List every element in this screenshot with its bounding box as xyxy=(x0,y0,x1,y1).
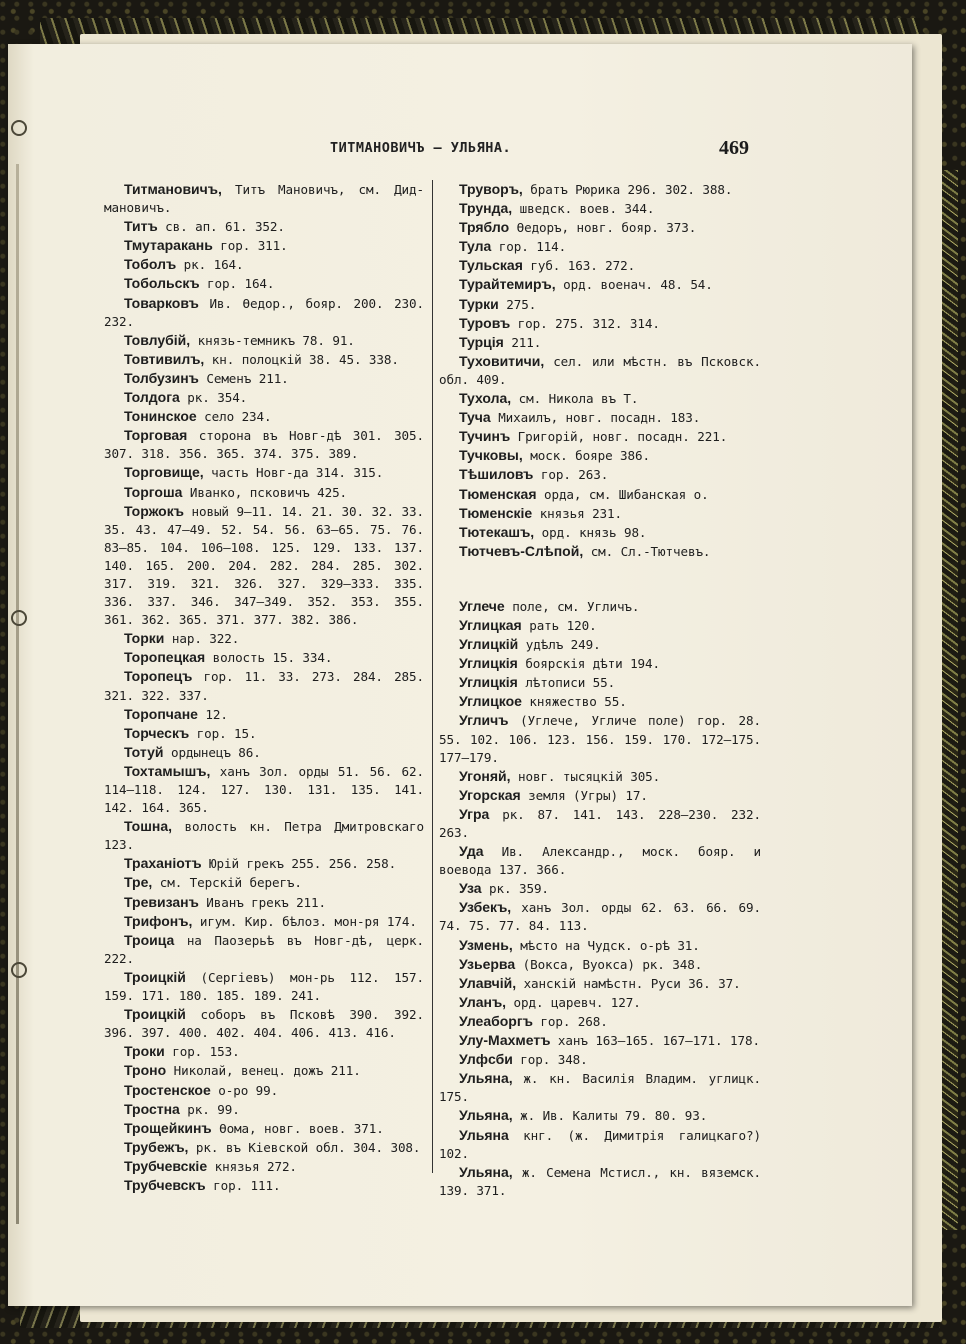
index-entry xyxy=(439,485,761,504)
entry-term: Трубежъ, xyxy=(124,1138,189,1155)
index-entry xyxy=(439,408,761,427)
index-entry xyxy=(439,295,761,314)
index-entry xyxy=(104,931,424,968)
index-entry xyxy=(439,1012,761,1031)
index-entry xyxy=(439,654,761,673)
entry-references: гор. 164. xyxy=(199,276,275,292)
index-entry xyxy=(439,333,761,352)
entry-term: Тѣшиловъ xyxy=(459,466,534,483)
index-entry xyxy=(439,616,761,635)
entry-references: мѣсто на Чудск. о-рѣ 31. xyxy=(512,937,700,953)
index-entry xyxy=(439,465,761,484)
page-number: 469 xyxy=(719,137,749,159)
index-entry xyxy=(104,217,424,236)
entry-references: орда, см. Шибанская о. xyxy=(536,486,709,502)
entry-references: 211. xyxy=(503,334,542,350)
entry-references: кнг. (ж. Димитрія галицкаго?) 102. xyxy=(439,1127,761,1161)
index-entry xyxy=(439,180,761,199)
entry-references: гор. 275. 312. 314. xyxy=(510,315,660,331)
entry-term: Угорская xyxy=(459,786,521,803)
index-entry xyxy=(104,724,424,743)
entry-term: Тоболъ xyxy=(124,256,177,273)
entry-references: (Вокса, Вуокса) рк. 348. xyxy=(515,956,703,972)
index-entry xyxy=(439,993,761,1012)
entry-term: Тучинъ xyxy=(459,428,511,445)
entry-term: Тревизанъ xyxy=(124,893,199,910)
entry-term: Турція xyxy=(459,333,504,350)
entry-references: гор. 153. xyxy=(164,1044,240,1060)
index-entry xyxy=(439,1106,761,1125)
entry-term: Тучковы, xyxy=(459,447,523,464)
entry-term: Торговая xyxy=(124,427,188,444)
entry-term: Ульяна, xyxy=(459,1107,513,1124)
entry-references: рк. 359. xyxy=(481,881,549,897)
entry-term: Торческъ xyxy=(124,724,190,741)
entry-references: гор. 111. xyxy=(205,1177,281,1193)
entry-term: Товарковъ xyxy=(124,294,199,311)
entry-term: Тобольскъ xyxy=(124,275,200,292)
entry-term: Тмутаракань xyxy=(124,237,213,254)
index-entry xyxy=(439,879,761,898)
index-entry xyxy=(104,873,424,892)
index-entry xyxy=(104,1138,424,1157)
entry-term: Ульяна, xyxy=(459,1163,513,1180)
index-entry xyxy=(104,893,424,912)
entry-term: Торопецъ xyxy=(124,668,193,685)
entry-references: на Паозерьѣ въ Новг-дѣ, церк. 222. xyxy=(104,932,424,966)
entry-term: Тростенское xyxy=(124,1081,211,1098)
entry-term: Ульяна xyxy=(459,1126,509,1143)
entry-references: село 234. xyxy=(196,409,272,425)
index-entry xyxy=(104,331,424,350)
index-entry xyxy=(439,1069,761,1106)
index-entry xyxy=(104,294,424,331)
entry-term: Толбузинъ xyxy=(124,369,199,386)
index-entry xyxy=(104,817,424,854)
entry-references: Юрій грекъ 255. 256. 258. xyxy=(201,856,397,872)
entry-references: о-ро 99. xyxy=(210,1082,279,1098)
entry-references: ханъ Зол. орды 51. 56. 62. 114—118. 124. 127. 130. 131. 135. 141. 142. 164. 365. xyxy=(104,763,424,816)
index-entry xyxy=(104,1042,424,1061)
entry-term: Торжокъ xyxy=(124,502,184,519)
entry-term: Угра xyxy=(459,805,490,822)
index-entry xyxy=(439,427,761,446)
entry-references: волость кн. Петра Дмитровскаго 123. xyxy=(104,819,424,853)
entry-references: Семенъ 211. xyxy=(198,370,289,386)
entry-references: ханъ 163—165. 167—171. 178. xyxy=(550,1033,760,1049)
entry-term: Торопчане xyxy=(124,705,198,722)
entry-references: св. ап. 61. 352. xyxy=(157,219,285,235)
entry-term: Трубчевскіе xyxy=(124,1157,208,1174)
entry-references: (Сергіевъ) мон-рь 112. 157. 159. 171. 180. 185. 189. 241. xyxy=(104,969,424,1004)
index-entry xyxy=(439,199,761,218)
index-entry xyxy=(439,504,761,523)
entry-references: сторона въ Новг-дѣ 301. 305. 307. 318. 356. 365. 374. 375. 389. xyxy=(104,428,424,462)
index-entry xyxy=(439,711,761,766)
entry-references: моск. бояре 386. xyxy=(522,448,650,464)
entry-references: Өедоръ, новг. бояр. 373. xyxy=(509,220,697,236)
index-entry xyxy=(439,1050,761,1069)
index-entry xyxy=(104,854,424,873)
entry-term: Улавчій, xyxy=(459,974,517,991)
entry-references: братъ Рюрика 296. 302. 388. xyxy=(522,182,733,197)
entry-term: Торки xyxy=(124,630,165,647)
entry-term: Титъ xyxy=(124,218,158,235)
index-entry xyxy=(104,1081,424,1100)
index-entry xyxy=(104,483,424,502)
entry-references: ханскій намѣстн. Руси 36. 37. xyxy=(516,975,741,991)
index-entry xyxy=(104,426,424,463)
entry-references: сел. или мѣстн. въ Псковск. обл. 409. xyxy=(439,353,761,387)
entry-references: кн. полоцкій 38. 45. 338. xyxy=(204,351,399,367)
entry-references: Иванко, псковичъ 425. xyxy=(182,484,348,500)
entry-references: новый 9—11. 14. 21. 30. 32. 33. 35. 43. 47—49. 52. 54. 56. 63—65. 75. 76. 83—85. 104. 106—108. 125. 129. 133. 137. 140. 165. 200. 204. 282. 284. 285. 302. 317. 319. 321. 326. 327. 329—333. 335. 336. 337. 346. 347—349. 352. 353. 355. 361. 362. 365. 371. 377. 382. 386. xyxy=(104,503,424,628)
entry-term: Узмень, xyxy=(459,936,513,953)
index-entry xyxy=(439,635,761,654)
entry-references: гор. 15. xyxy=(189,725,257,741)
index-entry xyxy=(439,805,761,842)
entry-term: Туховитичи, xyxy=(459,352,545,369)
entry-references: волость 15. 334. xyxy=(205,650,333,666)
index-entry xyxy=(104,912,424,931)
stitch-knot-icon xyxy=(11,120,27,136)
entry-term: Торопецкая xyxy=(124,649,206,666)
entry-references: Николай, венец. дожъ 211. xyxy=(166,1063,361,1079)
index-entry xyxy=(439,955,761,974)
entry-references: рк. 354. xyxy=(179,390,248,406)
index-entry xyxy=(104,407,424,426)
entry-references: Титъ Мановичъ, см. Дид-мановичъ. xyxy=(104,182,424,216)
entry-term: Туча xyxy=(459,409,491,426)
entry-references: см. Сл.-Тютчевъ. xyxy=(583,543,711,559)
index-entry xyxy=(104,502,424,630)
entry-term: Траханіотъ xyxy=(124,855,202,872)
entry-references: нар. 322. xyxy=(164,631,240,647)
entry-references: Иванъ грекъ 211. xyxy=(198,894,326,910)
entry-term: Торгоша xyxy=(124,483,183,500)
entry-term: Троицкій xyxy=(124,1006,186,1023)
index-entry xyxy=(104,255,424,274)
entry-references: князь-темникъ 78. 91. xyxy=(190,332,355,348)
entry-references: гор. 268. xyxy=(532,1013,608,1029)
entry-term: Тошна, xyxy=(124,818,173,835)
index-entry xyxy=(439,542,761,561)
entry-references: 12. xyxy=(197,706,228,722)
entry-references: ж. Ив. Калиты 79. 80. 93. xyxy=(512,1108,708,1124)
entry-term: Тухола, xyxy=(459,390,512,407)
entry-term: Троки xyxy=(124,1043,165,1060)
index-entry xyxy=(439,1163,761,1200)
entry-references: ханъ Зол. орды 62. 63. 66. 69. 74. 75. 77. 84. 113. xyxy=(439,900,761,934)
entry-references: князья 231. xyxy=(532,505,623,521)
entry-term: Турайтемиръ, xyxy=(459,276,556,293)
stitch-knot-icon xyxy=(11,610,27,626)
entry-term: Товлубій, xyxy=(124,331,191,348)
index-entry xyxy=(439,523,761,542)
entry-references: орд. царевч. 127. xyxy=(506,994,641,1010)
index-entry xyxy=(104,369,424,388)
entry-term: Турки xyxy=(459,295,499,312)
index-entry xyxy=(104,629,424,648)
index-column-left xyxy=(104,180,424,1195)
entry-references: см. Никола въ Т. xyxy=(511,391,639,407)
entry-term: Трифонъ, xyxy=(124,912,193,929)
entry-term: Троно xyxy=(124,1062,167,1079)
entry-references: новг. тысяцкій 305. xyxy=(510,768,661,784)
index-entry xyxy=(104,648,424,667)
entry-references: орд. князь 98. xyxy=(534,524,647,540)
entry-term: Троицкій xyxy=(124,968,186,985)
entry-references: соборъ въ Псковѣ 390. 392. 396. 397. 400. 402. 404. 406. 413. 416. xyxy=(104,1007,424,1041)
entry-term: Тотуй xyxy=(124,743,164,760)
running-header: ТИТМАНОВИЧЪ — УЛЬЯНА. xyxy=(330,140,512,156)
entry-references: гор. 348. xyxy=(512,1052,588,1068)
entry-term: Углече xyxy=(459,597,505,614)
index-entry xyxy=(104,1119,424,1138)
entry-term: Товтивилъ, xyxy=(124,350,205,367)
entry-references: ордынецъ 86. xyxy=(163,744,261,760)
entry-references: Григорій, новг. посадн. 221. xyxy=(510,429,728,445)
entry-term: Уда xyxy=(459,843,484,860)
entry-references: (Углече, Угличе поле) гор. 28. 55. 102. 106. 123. 156. 159. 170. 172—175. 177—179. xyxy=(439,713,761,765)
section-gap xyxy=(439,561,761,597)
entry-term: Углицкій xyxy=(459,636,519,653)
entry-term: Тула xyxy=(459,238,492,255)
entry-term: Трубчевскъ xyxy=(124,1176,206,1193)
entry-references: рк. 164. xyxy=(176,257,244,273)
entry-term: Угличъ xyxy=(459,712,509,729)
index-entry xyxy=(104,180,424,217)
entry-references: рать 120. xyxy=(521,617,597,633)
entry-term: Тохтамышъ, xyxy=(124,762,211,779)
index-entry xyxy=(439,692,761,711)
entry-references: гор. 114. xyxy=(491,239,567,255)
entry-term: Тютекашъ, xyxy=(459,523,535,540)
index-entry xyxy=(439,1126,761,1163)
index-entry xyxy=(439,275,761,294)
index-entry xyxy=(104,388,424,407)
entry-term: Трощейкинъ xyxy=(124,1119,212,1136)
entry-references: гор. 311. xyxy=(212,238,288,254)
index-entry xyxy=(104,762,424,817)
entry-term: Углицкія xyxy=(459,674,518,691)
entry-references: 275. xyxy=(498,296,537,312)
entry-term: Труворъ, xyxy=(459,181,523,197)
index-entry xyxy=(439,898,761,935)
index-entry xyxy=(104,463,424,482)
entry-term: Узбекъ, xyxy=(459,899,512,916)
index-entry xyxy=(439,673,761,692)
entry-references: орд. военач. 48. 54. xyxy=(555,277,713,293)
entry-references: рк. 87. 141. 143. 228—230. 232. 263. xyxy=(439,806,761,840)
entry-term: Тюменскіе xyxy=(459,504,533,521)
stitch-knot-icon xyxy=(11,962,27,978)
entry-references: Михаилъ, новг. посадн. 183. xyxy=(490,410,701,426)
entry-references: часть Новг-да 314. 315. xyxy=(203,465,384,481)
index-entry xyxy=(104,274,424,293)
entry-term: Узьерва xyxy=(459,955,516,972)
index-entry xyxy=(439,597,761,616)
entry-term: Тульская xyxy=(459,257,523,274)
entry-term: Туровъ xyxy=(459,314,511,331)
index-entry xyxy=(439,314,761,333)
entry-term: Тростна xyxy=(124,1100,180,1117)
entry-references: земля (Угры) 17. xyxy=(520,787,648,803)
index-entry xyxy=(439,237,761,256)
index-entry xyxy=(439,842,761,879)
entry-references: см. Терскій берегъ. xyxy=(152,875,302,891)
entry-references: ж. Семена Мстисл., кн. вяземск. 139. 371. xyxy=(439,1164,761,1198)
entry-references: игум. Кир. бѣлоз. мон-ря 174. xyxy=(192,913,417,929)
index-entry xyxy=(104,1157,424,1176)
entry-term: Угоняй, xyxy=(459,767,511,784)
index-entry xyxy=(104,705,424,724)
index-column-right xyxy=(439,180,761,1200)
entry-references: рк. въ Кіевской обл. 304. 308. xyxy=(188,1139,421,1155)
entry-references: шведск. воев. 344. xyxy=(512,201,655,217)
entry-references: гор. 263. xyxy=(533,467,609,483)
entry-term: Тонинское xyxy=(124,408,197,425)
entry-term: Улфсби xyxy=(459,1051,513,1068)
entry-term: Толдога xyxy=(124,389,180,406)
column-divider xyxy=(432,180,433,1173)
entry-references: удѣлъ 249. xyxy=(518,637,601,653)
index-entry xyxy=(439,974,761,993)
entry-term: Трябло xyxy=(459,219,510,236)
entry-term: Тре, xyxy=(124,874,153,891)
entry-term: Трунда, xyxy=(459,200,513,217)
entry-term: Троица xyxy=(124,931,175,948)
index-entry xyxy=(104,968,424,1005)
index-entry xyxy=(439,446,761,465)
index-entry xyxy=(439,218,761,237)
entry-term: Углицкія xyxy=(459,655,518,672)
entry-references: рк. 99. xyxy=(179,1101,240,1117)
entry-references: лѣтописи 55. xyxy=(517,675,616,691)
entry-term: Улеаборгъ xyxy=(459,1012,533,1029)
entry-references: поле, см. Угличъ. xyxy=(504,598,640,614)
index-entry xyxy=(439,767,761,786)
entry-term: Титмановичъ, xyxy=(124,181,222,197)
entry-references: губ. 163. 272. xyxy=(522,258,636,274)
binding-stitch xyxy=(16,164,19,1224)
entry-term: Улу-Махметъ xyxy=(459,1032,551,1049)
index-entry xyxy=(104,1176,424,1195)
entry-term: Углицкое xyxy=(459,693,522,710)
entry-references: Ив. Өедор., бояр. 200. 230. 232. xyxy=(104,295,424,329)
index-entry xyxy=(104,350,424,369)
entry-references: князья 272. xyxy=(207,1158,297,1174)
index-entry xyxy=(104,236,424,255)
entry-term: Уза xyxy=(459,880,482,897)
entry-references: Ив. Александр., моск. бояр. и воевода 137. 366. xyxy=(439,844,761,878)
entry-term: Уланъ, xyxy=(459,993,507,1010)
entry-term: Тюменская xyxy=(459,485,537,502)
index-entry xyxy=(439,936,761,955)
entry-references: боярскія дѣти 194. xyxy=(517,656,661,672)
index-entry xyxy=(104,1061,424,1080)
index-entry xyxy=(104,1005,424,1042)
entry-term: Углицкая xyxy=(459,616,522,633)
entry-term: Торговище, xyxy=(124,464,204,481)
index-entry xyxy=(439,389,761,408)
index-entry xyxy=(104,1100,424,1119)
index-entry xyxy=(104,743,424,762)
entry-references: гор. 11. 33. 273. 284. 285. 321. 322. 337. xyxy=(104,669,424,703)
index-entry xyxy=(439,1031,761,1050)
index-entry xyxy=(104,667,424,704)
entry-term: Тютчевъ-Слѣпой, xyxy=(459,542,584,559)
entry-term: Ульяна, xyxy=(459,1070,513,1087)
index-entry xyxy=(439,786,761,805)
index-entry xyxy=(439,256,761,275)
entry-references: Өома, новг. воев. 371. xyxy=(211,1120,384,1136)
entry-references: ж. кн. Василія Владим. углицк. 175. xyxy=(439,1071,761,1105)
entry-references: княжество 55. xyxy=(521,694,627,710)
index-entry xyxy=(439,352,761,389)
